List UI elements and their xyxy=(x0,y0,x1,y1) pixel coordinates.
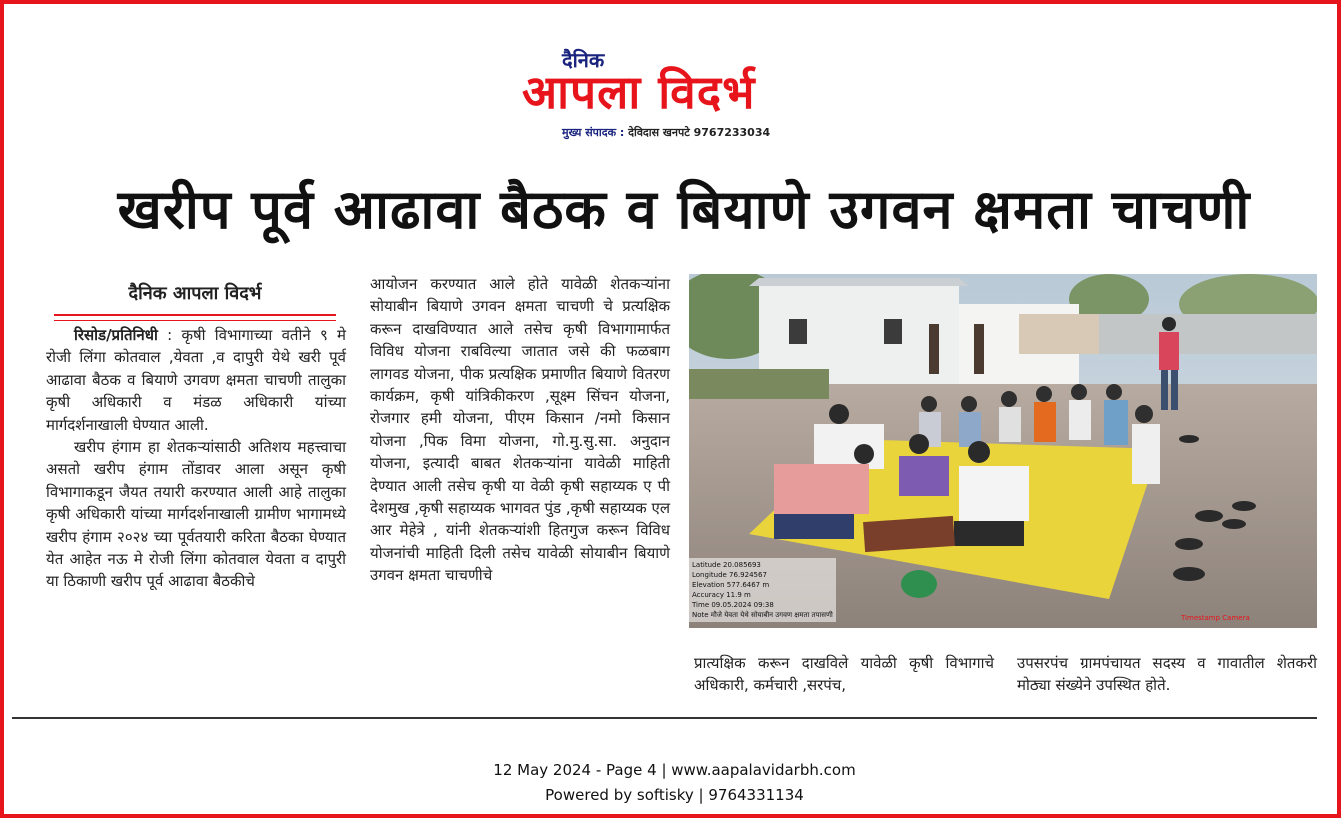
footer xyxy=(4,758,1341,808)
editor-label: मुख्य संपादक : xyxy=(562,126,625,139)
byline: दैनिक आपला विदर्भ xyxy=(128,283,262,304)
para-1-text: : कृषी विभागाच्या वतीने ९ मे रोजी लिंगा कोतवाल ,येवता ,व दापुरी येथे खरी पूर्व आढावा बैठक व बियाणे उगवण क्षमता चाचणी तालुका कृषी अधिकारी व मंडळ अधिकारी यांच्या मार्गदर्शनाखाली घेण्यात आली. xyxy=(46,326,346,434)
gps-line: Accuracy 11.9 m xyxy=(692,591,751,599)
article-para-4: प्रात्यक्षिक करून दाखविले यावेळी कृषी विभागाचे अधिकारी, कर्मचारी ,सरपंच, xyxy=(694,654,994,695)
gps-line: Note मौजे येवता येथे सोयाबीन उगवण क्षमता तपासणी xyxy=(692,611,833,619)
gps-stamp xyxy=(689,558,836,622)
news-photo xyxy=(689,274,1317,628)
masthead-small: दैनिक xyxy=(562,48,605,72)
masthead-editor xyxy=(562,125,770,140)
bottom-rule xyxy=(12,717,1317,719)
gps-line: Elevation 577.6467 m xyxy=(692,581,770,589)
gps-line: Longitude 76.924567 xyxy=(692,571,767,579)
article-column-3 xyxy=(694,652,994,697)
gps-line: Time 09.05.2024 09:38 xyxy=(692,601,774,609)
article-column-1 xyxy=(46,324,346,593)
article-para-1 xyxy=(46,324,346,436)
article-para-2: खरीप हंगाम हा शेतकऱ्यांसाठी अतिशय महत्त्वाचा असतो खरीप हंगाम तोंडावर आला असून कृषी विभागाकडून जैयत तयारी करण्यात आली आहे तालुका कृषी अधिकारी यांच्या मार्गदर्शनाखाली ग्रामीण भागामध्ये खरीप हंगाम २०२४ च्या पूर्वतयारी करिता बैठका घेण्यात येत आहेत नऊ मे रोजी लिंगा कोतवाल येवता व दापुरी या ठिकाणी खरीप पूर्व आढावा बैठकीचे xyxy=(46,438,346,591)
article-column-4 xyxy=(1017,652,1317,697)
gps-line: Latitude 20.085693 xyxy=(692,561,761,569)
article-column-2 xyxy=(370,273,670,587)
footer-line-2: Powered by softisky | 9764331134 xyxy=(545,786,804,804)
article-para-3: आयोजन करण्यात आले होते यावेळी शेतकऱ्यांना सोयाबीन बियाणे उगवन क्षमता चाचणी चे प्रत्यक्षिक करून दाखविण्यात आले तसेच कृषी विभागामार्फत विविध योजना राबविल्या जातात जसे की फळबाग लागवड योजना, पीक प्रत्यक्षिक प्रमाणीत बियाणे वितरण कार्यक्रम, कृषी यांत्रिकीकरण ,सूक्ष्म सिंचन योजना, रोजगार हमी योजना, पीएम किसान /नमो किसान योजना ,पिक विमा योजना, गो.मु.सु.सा. अनुदान योजना, इत्यादी बाबत शेतकऱ्यांना यावेळी माहिती देण्यात आली तसेच कृषी या वेळी कृषी सहाय्यक ए पी देशमुख ,कृषी सहाय्यक भागवत पुंड ,कृषी सहाय्यक एल आर मेहेत्रे , यांनी शेतकऱ्यांशी हितगुज करून विविध योजनांची माहिती दिली तसेच यावेळी सोयाबीन बियाणे उगवन क्षमता चाचणीचे xyxy=(370,275,670,585)
dateline: रिसोड/प्रतिनिधी xyxy=(74,326,158,344)
footer-line-1: 12 May 2024 - Page 4 | www.aapalavidarbh.com xyxy=(493,761,856,779)
byline-rule xyxy=(54,314,336,321)
headline: खरीप पूर्व आढावा बैठक व बियाणे उगवन क्षमता चाचणी xyxy=(117,178,1251,241)
article-para-5: उपसरपंच ग्रामपंचायत सदस्य व गावातील शेतकरी मोठ्या संख्येने उपस्थित होते. xyxy=(1017,654,1317,695)
masthead xyxy=(522,46,832,146)
svg-text:Timestamp Camera: Timestamp Camera xyxy=(1181,614,1250,622)
masthead-title: आपला विदर्भ xyxy=(522,65,756,119)
editor-name: देविदास खनपटे 9767233034 xyxy=(628,126,771,139)
